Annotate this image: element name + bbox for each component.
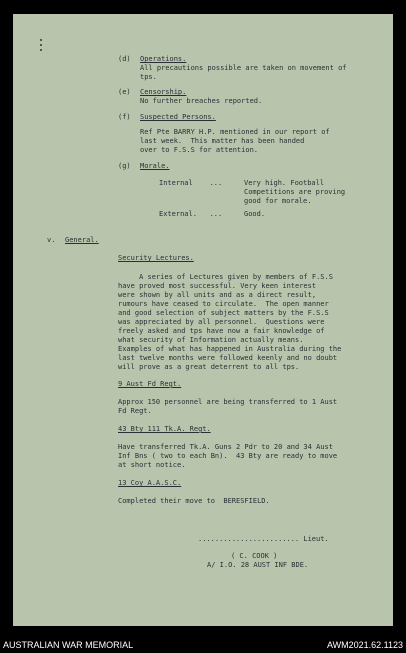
fd-regt-line: Approx 150 personnel are being transferred to 1 Aust [118, 398, 338, 406]
security-line: rumours have ceased to circulate. The open manner [118, 300, 329, 308]
morale-external-label: External. ... [159, 210, 223, 218]
section-e-letter: (e) [118, 88, 131, 96]
security-line: A series of Lectures given by members of F.S.S [118, 273, 333, 281]
section-f-line: over to F.S.S for attention. [140, 146, 259, 154]
security-line: last twelve months were followed keenly and no doubt [118, 354, 338, 362]
section-f-letter: (f) [118, 113, 131, 121]
security-line: was appreciated by all personnel. Questions were [118, 318, 325, 326]
security-line: were shown by all units and as a direct result, [118, 291, 317, 299]
fd-regt-line: Fd Regt. [118, 407, 152, 415]
asc-title: 13 Coy A.A.S.C. [118, 479, 182, 487]
section-e-line: No further breaches reported. [140, 97, 263, 105]
morale-internal-line: good for morale. [244, 197, 312, 205]
morale-external-value: Good. [244, 210, 266, 218]
footer-bar [0, 640, 406, 653]
security-line: and good selection of subject matters by the F.S.S [118, 309, 329, 317]
security-lectures-title: Security Lectures. [118, 254, 194, 262]
security-line: what security of Information actually means. [118, 336, 304, 344]
signature-line: ........................ Lieut. [198, 535, 329, 543]
section-d-title: Operations. [140, 55, 187, 63]
document-page [13, 14, 393, 626]
section-f-line: last week. This matter has been handed [140, 137, 305, 145]
tk-regt-line: Have transferred Tk.A. Guns 2 Pdr to 20 and 34 Aust [118, 443, 333, 451]
morale-internal-line: Competitions are proving [244, 188, 346, 196]
section-d-letter: (d) [118, 55, 131, 63]
section-e-title: Censorship. [140, 88, 187, 96]
section-d-line: tps. [140, 73, 157, 81]
asc-line: Completed their move to BERESFIELD. [118, 497, 270, 505]
section-d-line: All precautions possible are taken on movement of [140, 64, 347, 72]
general-title: General. [65, 236, 99, 244]
fd-regt-title: 9 Aust Fd Regt. [118, 380, 182, 388]
tk-regt-line: Inf Bns ( two to each Bn). 43 Bty are ready to move [118, 452, 338, 460]
morale-internal-label: Internal ... [159, 179, 223, 187]
tk-regt-line: at short notice. [118, 461, 186, 469]
hole-punch-marks [39, 36, 45, 58]
section-g-letter: (g) [118, 162, 131, 170]
security-line: freely asked and tps have now a fair knowledge of [118, 327, 325, 335]
signature-position: A/ I.O. 28 AUST INF BDE. [207, 561, 309, 569]
security-line: will prove as a great deterrent to all tps. [118, 363, 300, 371]
footer-accession-number: AWM2021.62.1123 [326, 640, 403, 650]
footer-source: AUSTRALIAN WAR MEMORIAL [3, 640, 134, 650]
general-number: v. [47, 236, 56, 244]
security-line: Examples of what has happened in Australia during the [118, 345, 342, 353]
signature-name: ( C. COOK ) [231, 552, 278, 560]
security-line: have proved most successful. Very keen interest [118, 282, 317, 290]
morale-internal-line: Very high. Football [244, 179, 325, 187]
section-f-title: Suspected Persons. [140, 113, 216, 121]
tk-regt-title: 43 Bty 111 Tk.A. Regt. [118, 425, 211, 433]
section-g-title: Morale. [140, 162, 170, 170]
section-f-line: Ref Pte BARRY H.P. mentioned in our report of [140, 128, 330, 136]
